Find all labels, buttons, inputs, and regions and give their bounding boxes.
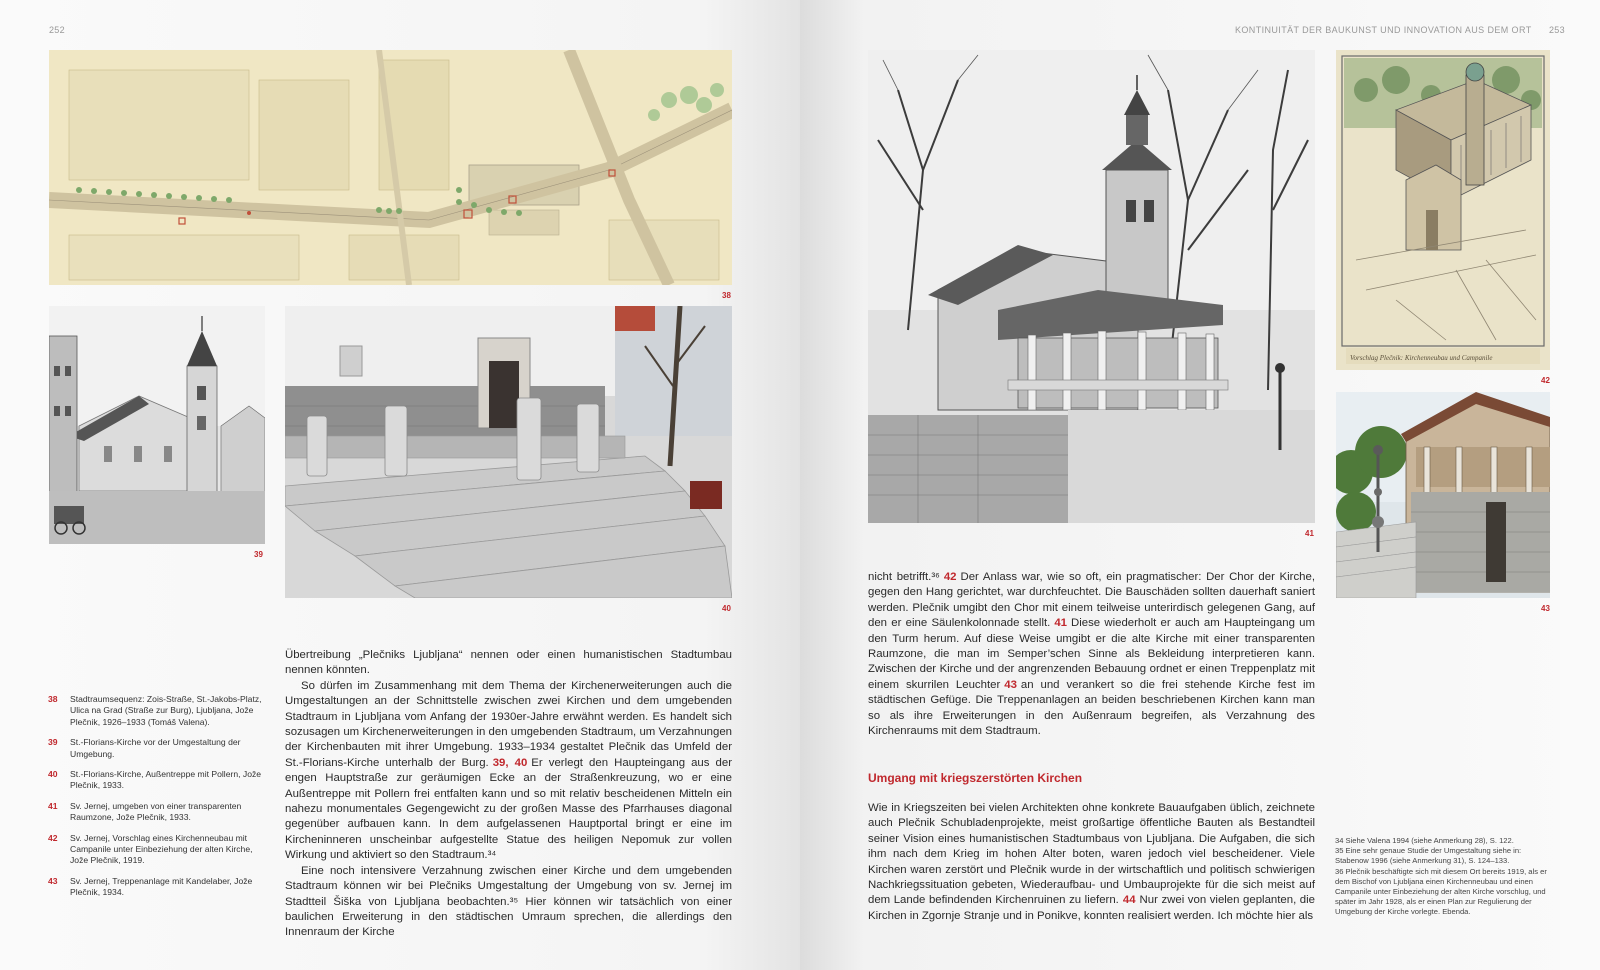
paragraph: nicht betrifft.³⁶ 42 Der Anlass war, wie so oft, ein pragmatischer: Der Chor der Kirche, gegen den Hang gerichtet, war durchfeuchtet. Die Bauschäden sollten dauerhaft saniert werden. Plečnik umgibt den Chor mit einem teilweise unterirdisch gelegenen Gang, auf den er eine Säulenkolonnade stellt. 41 Diese wiederholt er auch am Haupteingang um den Turm herum. Auf diese Weise umgibt er die alte Kirche mit einer transparenten Raumzone, die man im Semper’schen Sinne als Bekleidung interpretieren kann. Zwischen der Kirche und der angrenzenden Bebauung ordnet er einen Treppenplatz mit einem skurrilen Leuchter 43 an und verankert so die frei stehende Kirche fest im städtischen Gefüge. Die Treppenanlagen an beiden beschriebenen Kirchen kann man so als ihre Erweiterungen in den Außenraum begreifen, als Verzahnung des Kirchenraums mit dem Stadtraum. [868, 571, 1316, 738]
paragraph: So dürfen im Zusammenhang mit dem Thema der Kirchenerweiterungen auch die Umgestaltungen an der Schnittstelle zwischen zwei Kirchen und dem umgebenden Stadtraum in Ljubljana vom Anfang der 1930er-Jahre erwähnt werden. Es handelt sich sozusagen um Kirchenerweiterungen in den umgebenden Stadtraum, um Verzahnungen der Kirchenbauten mit ihrer Umgebung. 1933–1934 gestaltet Plečnik das Umfeld der St.-Florians-Kirche unterhalb der Burg. 39, 40 Er verlegt den Haupteingang aus der engen Hauptstraße zur geräumigen Ecke an der Straßenkreuzung, wo er eine Außentreppe mit Pollern frei entfalten kann und so mit relativ bescheidenen Mitteln ein nahezu monumentales Gegengewicht zu der großen Masse des Pfarrhauses diagonal gegenüber aufbauen kann. In dem aufgelassenen Hauptportal bringt er eine im Kircheninneren unscheinbar aufgestellte Statue des heiligen Nepomuk zur vollen Wirkung und aktiviert so den Stadtraum.³⁴ [285, 679, 732, 862]
figure-42-sv-jernej-proposal-drawing [1336, 50, 1550, 370]
page-number-right: 253 [1549, 25, 1565, 35]
figure-reference: 41 [1054, 617, 1067, 630]
figure-40-st-florian-stairs [285, 306, 732, 598]
figure-43-sv-jernej-stairs [1336, 392, 1550, 598]
section-heading: Umgang mit kriegszerstörten Kirchen [868, 771, 1083, 785]
figure-reference: 39, 40 [492, 756, 528, 769]
page-number-left: 252 [49, 25, 65, 35]
caption-40: 40 St.-Florians-Kirche, Außentreppe mit Pollern, Jože Plečnik, 1933. [48, 769, 262, 791]
figure-41-sv-jernej-colonnade [868, 50, 1315, 523]
fig-number-39: 39 [254, 550, 263, 559]
right-page [800, 0, 1600, 970]
fig-number-42: 42 [1541, 376, 1550, 385]
figure-reference: 43 [1004, 678, 1017, 691]
fig-number-43: 43 [1541, 604, 1550, 613]
caption-39: 39 St.-Florians-Kirche vor der Umgestaltung der Umgebung. [48, 737, 241, 759]
caption-42: 42 Sv. Jernej, Vorschlag eines Kirchenneubau mit Campanile unter Einbeziehung der alten Kirche, Jože Plečnik, 1919. [48, 832, 253, 866]
fig-number-40: 40 [722, 604, 731, 613]
figure-reference: 42 [943, 571, 957, 583]
figure-38-street-plan [49, 50, 732, 285]
figure-reference: 44 [1122, 894, 1136, 907]
caption-43: 43 Sv. Jernej, Treppenanlage mit Kandelaber, Jože Plečnik, 1934. [48, 875, 253, 898]
paragraph: Wie in Kriegszeiten bei vielen Architekten ohne konkrete Bauaufgaben üblich, zeichnete auch Plečnik Schubladenprojekte, meist großartige öffentliche Bauten als Bestandteil seiner Vision eines humanistischen Stadtumbaus von Ljubljana. Die Aufgaben, die sich ihm nach dem Krieg im hohen Alter boten, waren jedoch viel bescheidener. Viele Kirchen waren zerstört und Plečnik wurde in der wirtschaftlich und politisch schwierigen Nachkriegssituation gebeten, Wiederaufbau- und Umbauprojekte für die sich meist auf dem Lande befindenden Kirchenruinen zu liefern. 44 Nur zwei von vielen geplanten, die Kirchen in Zgornje Stranje und in Ponikve, konnten realisiert werden. Ich möchte hier als [868, 802, 1316, 922]
caption-41: 41 Sv. Jernej, umgeben von einer transparenten Raumzone, Jože Plečnik, 1933. [48, 800, 242, 823]
footnote: 34 Siehe Valena 1994 (siehe Anmerkung 28), S. 122. [1335, 836, 1514, 845]
footnote: 36 Plečnik beschäftigte sich mit diesem Ort bereits 1919, als er dem Bischof von Ljubljana einen Kirchenneubau und einen Campanile unter Einbeziehung der alten Kirche vorschlug, und später im Jahr 1928, als er einen Plan zur Regulierung der Umgebung der Kirche vorlegte. Ebenda. [1335, 866, 1547, 917]
running-head: KONTINUITÄT DER BAUKUNST UND INNOVATION AUS DEM ORT [1235, 25, 1532, 35]
drawing-inscription: Vorschlag Plečnik: Kirchenneubau und Campanile [1350, 354, 1493, 362]
body-text-right-lower [868, 801, 1315, 924]
footnote: 35 Eine sehr genaue Studie der Umgestaltung siehe in: Stabenow 1996 (siehe Anmerkung 31), S. 124–133. [1335, 846, 1522, 866]
body-text-left [285, 648, 732, 941]
paragraph: Eine noch intensivere Verzahnung zwischen einer Kirche und dem umgebenden Stadtraum können wir bei Plečniks Umgestaltung der Umgebung von sv. Jernej im Stadtteil Šiška von Ljubljana beobachten.³⁵ Hier können wir tatsächlich von einer baulichen Erweiterung in den städtischen Umraum sprechen, die allerdings den Innenraum der Kirche [285, 864, 732, 939]
footnotes [1335, 836, 1557, 918]
figure-39-st-florian-historic [49, 306, 265, 544]
fig-number-38: 38 [722, 291, 731, 300]
body-text-right-upper [868, 570, 1315, 739]
paragraph: Übertreibung „Plečniks Ljubljana“ nennen oder einen humanistischen Stadtumbau nennen könnten. [285, 649, 732, 677]
caption-38: 38 Stadtraumsequenz: Zois-Straße, St.-Jakobs-Platz, Ulica na Grad (Straße zur Burg), Ljubljana, Jože Plečnik, 1926–1933 (Tomáš Valena). [48, 694, 262, 727]
figure-captions [48, 694, 266, 908]
fig-number-41: 41 [1305, 529, 1314, 538]
